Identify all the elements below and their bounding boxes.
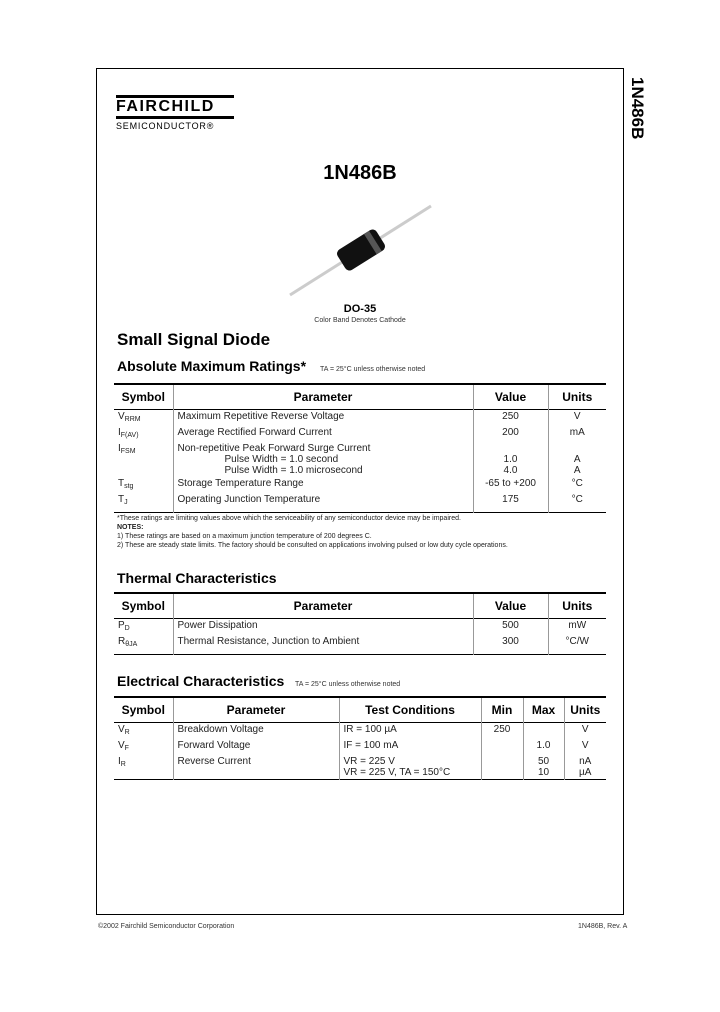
abs-note: TA = 25°C unless otherwise noted xyxy=(320,366,426,373)
thermal-table: Symbol Parameter Value Units $P_D$ Power Dissipation 500 mW $R_{\theta JA}$ Thermal Resistance, Junction to Ambient 300 °C/W xyxy=(114,592,606,655)
notes: *These ratings are limiting values above which the serviceability of any semiconductor device may be impaired. NOTES: 1) These ratings are based on a maximum junction temperature of 200 degrees C. 2) These are steady state limits. The factory should be consulted on applications involving pulsed or low duty cycle operations. xyxy=(117,515,508,549)
col-symbol: Symbol xyxy=(121,390,165,404)
table-row: $V_{RRM}$ Maximum Repetitive Reverse Voltage 250 V xyxy=(114,410,606,427)
col-value: Value xyxy=(473,384,548,410)
table-row: $I_R$ Reverse Current VR = 225 V VR = 225 V, TA = 150°C 50 10 nA µA xyxy=(114,755,606,780)
abs-title: Absolute Maximum Ratings* xyxy=(117,358,307,374)
footer-copyright: ©2002 Fairchild Semiconductor Corporation xyxy=(98,923,235,930)
package-name: DO-35 xyxy=(343,303,377,315)
elec-title: Electrical Characteristics xyxy=(117,673,285,689)
diode-image xyxy=(286,200,436,300)
elec-table: Symbol Parameter Test Conditions Min Max Units $V_R$ Breakdown Voltage IR = 100 µA 250 V $V_F$ Forward Voltage IF = 100 mA 1.0 V $I_R$ Reverse Current VR = 225 V VR = 225 V, TA = 150°C 50 10 nA µA xyxy=(114,696,606,780)
table-row: $I_{F(AV)}$ Average Rectified Forward Current 200 mA xyxy=(114,426,606,442)
footer-revision: 1N486B, Rev. A xyxy=(578,923,628,930)
table-row: $V_R$ Breakdown Voltage IR = 100 µA 250 V xyxy=(114,723,606,740)
table-row: $P_D$ Power Dissipation 500 mW xyxy=(114,619,606,636)
section-heading: Small Signal Diode xyxy=(117,330,271,349)
table-row: $V_F$ Forward Voltage IF = 100 mA 1.0 V xyxy=(114,739,606,755)
thermal-title: Thermal Characteristics xyxy=(117,570,277,586)
package-note: Color Band Denotes Cathode xyxy=(314,317,406,324)
table-row: $R_{\theta JA}$ Thermal Resistance, Junction to Ambient 300 °C/W xyxy=(114,635,606,655)
table-row: $T_J$ Operating Junction Temperature 175 °C xyxy=(114,493,606,513)
side-part-number: 1N486B xyxy=(628,77,647,140)
page-title: 1N486B xyxy=(323,162,397,184)
col-parameter: Parameter xyxy=(173,384,473,410)
table-row: $I_{FSM}$ Non-repetitive Peak Forward Surge Current Pulse Width = 1.0 second Pulse Width = 1.0 microsecond 1.0 4.0 A A xyxy=(114,442,606,477)
col-units: Units xyxy=(548,384,606,410)
abs-table xyxy=(114,383,606,513)
table-row: $T_{stg}$ Storage Temperature Range -65 to +200 °C xyxy=(114,477,606,493)
fairchild-logo: FAIRCHILD SEMICONDUCTOR® xyxy=(116,95,236,131)
elec-note: TA = 25°C unless otherwise noted xyxy=(295,681,401,688)
